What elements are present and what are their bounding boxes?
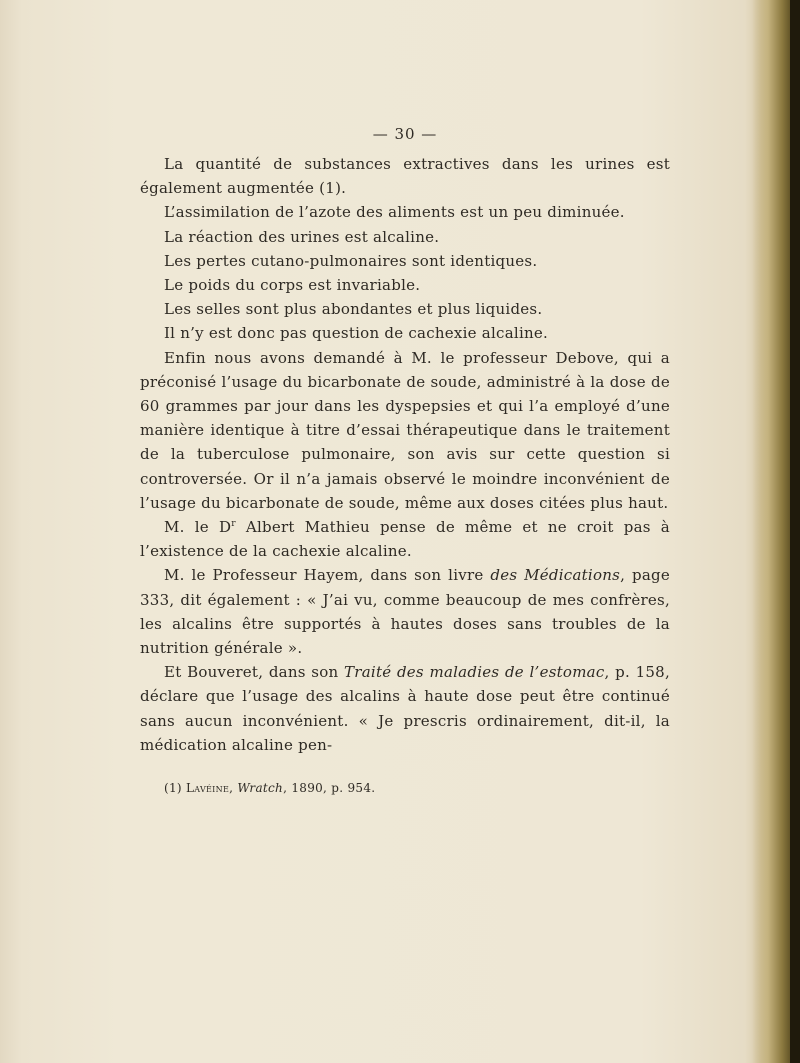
footnote-separator: , bbox=[229, 781, 238, 796]
paragraph-debove: Enfin nous avons demandé à M. le professeur Debove, qui a préconisé l’usage du bicarbonate de soude, administré à la dose de 60 grammes par jour dans les dyspepsies et qui l’a employé d’une manière identique à titre d’essai thérapeutique dans le traitement de la tuberculose pulmonaire, son avis sur cette question si controversée. Or il n’a jamais observé le moindre inconvénient de l’usage du bicarbonate de soude, même aux doses citées plus haut. bbox=[140, 348, 670, 512]
bouveret-text-after: , p. 158, déclare que l’usage des alcalins à haute dose peut être continué sans aucun inconvénient. « Je prescris ordinairement, dit-il, la médication alcaline pen- bbox=[140, 663, 670, 754]
footnote-marker: (1) bbox=[164, 781, 187, 796]
mathieu-text-after: Albert Mathieu pense de même et ne croit pas à l’existence de la cachexie alcaline. bbox=[140, 518, 670, 561]
bouveret-book-title: Traité des maladies de l’estomac bbox=[344, 663, 605, 682]
hayem-text-after: , page 333, dit également : « J’ai vu, comme beaucoup de mes confrères, les alcalins être supportés à hautes doses sans troubles de la nutrition générale ». bbox=[140, 566, 671, 658]
paragraph-bouveret bbox=[140, 660, 670, 757]
paragraph-cutaneous-losses: Les pertes cutano-pulmonaires sont identiques. bbox=[164, 251, 538, 270]
paragraph-urine-reaction: La réaction des urines est alcaline. bbox=[164, 227, 440, 246]
paragraph-extractive-substances: La quantité de substances extractives dans les urines est également augmentée (1). bbox=[140, 155, 670, 198]
doctor-superscript: r bbox=[231, 519, 236, 530]
footnote bbox=[140, 779, 670, 797]
paragraph-mathieu bbox=[140, 515, 670, 563]
footnote-rest: , 1890, p. 954. bbox=[283, 781, 376, 796]
page-text-block bbox=[140, 124, 670, 797]
paragraph-body-weight: Le poids du corps est invariable. bbox=[164, 276, 421, 295]
footnote-author: Lavéine bbox=[186, 781, 230, 796]
paragraph-stools: Les selles sont plus abondantes et plus liquides. bbox=[164, 300, 543, 319]
paragraph-nitrogen-assimilation: L’assimilation de l’azote des aliments est un peu diminuée. bbox=[164, 203, 625, 222]
bouveret-text-before: Et Bouveret, dans son bbox=[164, 663, 345, 682]
page-number: — 30 — bbox=[372, 125, 438, 143]
hayem-text-before: M. le Professeur Hayem, dans son livre bbox=[164, 566, 491, 585]
paragraph-hayem bbox=[140, 563, 670, 660]
paragraph-no-cachexia: Il n’y est donc pas question de cachexie alcaline. bbox=[164, 324, 549, 343]
book-binding-edge bbox=[752, 0, 800, 1063]
hayem-book-title: des Médications bbox=[490, 566, 621, 585]
mathieu-text-before: M. le D bbox=[164, 518, 232, 537]
footnote-work: Wratch bbox=[237, 781, 284, 796]
